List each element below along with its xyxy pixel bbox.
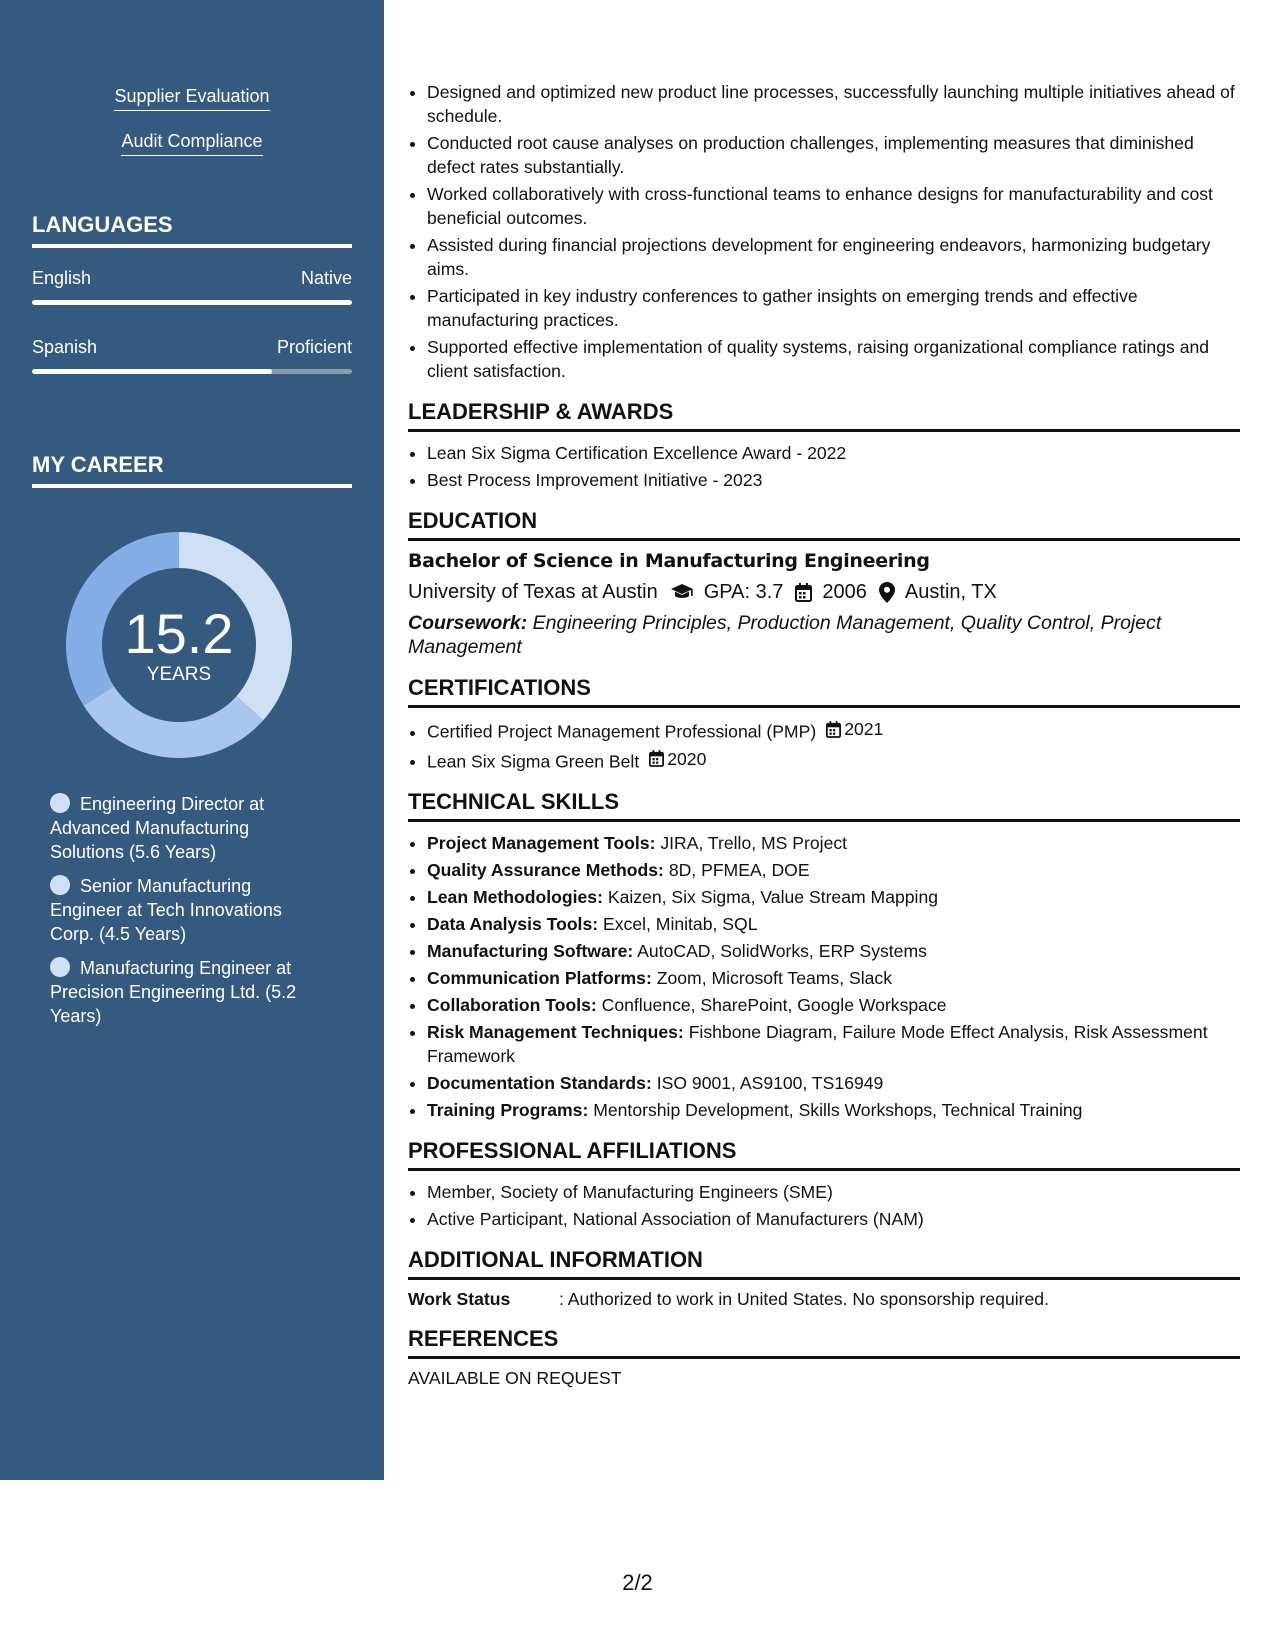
graduation-cap-icon bbox=[670, 583, 694, 601]
leadership-heading: LEADERSHIP & AWARDS bbox=[408, 399, 1240, 432]
certification-name: Lean Six Sigma Green Belt bbox=[427, 751, 640, 771]
skill-label: Lean Methodologies: bbox=[427, 887, 603, 907]
language-name: Spanish bbox=[32, 337, 98, 357]
map-pin-icon bbox=[879, 582, 895, 603]
certification-item bbox=[427, 747, 1240, 774]
skill-item bbox=[427, 1071, 1240, 1095]
skill-item bbox=[427, 1098, 1240, 1122]
career-item bbox=[50, 874, 320, 946]
education-details bbox=[408, 579, 1240, 605]
career-item-text: Manufacturing Engineer at Precision Engineering Ltd. (5.2 Years) bbox=[50, 958, 297, 1026]
skill-tag-supplier-evaluation: Supplier Evaluation bbox=[114, 86, 269, 111]
experience-bullet: • Participated in key industry conferences to gather insights on emerging trends and effective manufacturing practices. bbox=[427, 284, 1240, 332]
language-bar-fill bbox=[32, 300, 352, 305]
career-heading: MY CAREER bbox=[32, 452, 352, 488]
coursework-text: Engineering Principles, Production Management, Quality Control, Project Management bbox=[408, 612, 1162, 658]
work-status-row bbox=[408, 1289, 1240, 1310]
experience-bullet: • Designed and optimized new product line processes, successfully launching multiple initiatives ahead of schedule. bbox=[427, 80, 1240, 128]
certifications-list bbox=[408, 717, 1240, 773]
experience-bullet: • Supported effective implementation of quality systems, raising organizational compliance ratings and client satisfaction. bbox=[427, 335, 1240, 383]
career-dot-icon bbox=[50, 875, 70, 895]
skill-item bbox=[427, 885, 1240, 909]
language-bar-spanish bbox=[32, 369, 352, 374]
career-total-unit: YEARS bbox=[146, 664, 212, 685]
skill-tag-audit-compliance: Audit Compliance bbox=[121, 131, 262, 156]
language-bar-fill bbox=[32, 369, 272, 374]
coursework-label: Coursework: bbox=[408, 612, 528, 634]
leadership-list bbox=[408, 441, 1240, 492]
affiliations-list bbox=[408, 1180, 1240, 1231]
skill-label: Documentation Standards: bbox=[427, 1073, 652, 1093]
award-item: • Best Process Improvement Initiative - 2023 bbox=[427, 468, 1240, 492]
certification-year-text: 2021 bbox=[844, 719, 884, 739]
language-row-english bbox=[32, 268, 352, 289]
award-item: • Lean Six Sigma Certification Excellence Award - 2022 bbox=[427, 441, 1240, 465]
sidebar bbox=[0, 0, 384, 1480]
skill-label: Project Management Tools: bbox=[427, 833, 656, 853]
calendar-icon bbox=[649, 750, 664, 767]
skill-value: JIRA, Trello, MS Project bbox=[660, 833, 848, 853]
language-level: Native bbox=[300, 268, 352, 288]
experience-bullet: • Conducted root cause analyses on production challenges, implementing measures that diminished defect rates substantially. bbox=[427, 131, 1240, 179]
skill-item bbox=[427, 831, 1240, 855]
career-item-text: Senior Manufacturing Engineer at Tech Innovations Corp. (4.5 Years) bbox=[50, 876, 282, 944]
skill-label: Manufacturing Software: bbox=[427, 941, 634, 961]
work-status-label: Work Status bbox=[408, 1289, 511, 1309]
career-list bbox=[50, 792, 320, 1038]
career-item-text: Engineering Director at Advanced Manufacturing Solutions (5.6 Years) bbox=[50, 794, 265, 862]
career-item bbox=[50, 956, 320, 1028]
education-gpa: GPA: 3.7 bbox=[703, 581, 784, 603]
technical-skills-list bbox=[408, 831, 1240, 1122]
experience-bullets bbox=[408, 80, 1240, 383]
certifications-heading: CERTIFICATIONS bbox=[408, 675, 1240, 708]
donut-center bbox=[66, 532, 292, 758]
language-bar-english bbox=[32, 300, 352, 305]
skill-value: Mentorship Development, Skills Workshops, Technical Training bbox=[593, 1100, 1083, 1120]
languages-heading: LANGUAGES bbox=[32, 212, 352, 248]
skill-value: ISO 9001, AS9100, TS16949 bbox=[656, 1073, 884, 1093]
experience-bullet: • Assisted during financial projections development for engineering endeavors, harmonizing budgetary aims. bbox=[427, 233, 1240, 281]
skill-item bbox=[427, 966, 1240, 990]
skill-value: Fishbone Diagram, Failure Mode Effect Analysis, Risk Assessment Framework bbox=[427, 1022, 1208, 1066]
certification-name: Certified Project Management Professional (PMP) bbox=[427, 721, 817, 742]
skill-item bbox=[427, 858, 1240, 882]
skill-label: Data Analysis Tools: bbox=[427, 914, 599, 934]
skill-label: Risk Management Techniques: bbox=[427, 1022, 684, 1042]
skill-label: Collaboration Tools: bbox=[427, 995, 597, 1015]
references-text: AVAILABLE ON REQUEST bbox=[408, 1368, 622, 1388]
certification-year-text: 2020 bbox=[667, 748, 707, 769]
skill-item bbox=[427, 939, 1240, 963]
skill-label: Communication Platforms: bbox=[427, 968, 652, 988]
language-name: English bbox=[32, 268, 92, 288]
language-row-spanish bbox=[32, 337, 352, 358]
education-year: 2006 bbox=[822, 581, 867, 603]
education-heading: EDUCATION bbox=[408, 508, 1240, 541]
calendar-icon bbox=[795, 583, 812, 602]
skill-item bbox=[427, 993, 1240, 1017]
career-donut-chart bbox=[66, 532, 292, 758]
career-dot-icon bbox=[50, 793, 70, 813]
skill-value: Zoom, Microsoft Teams, Slack bbox=[656, 968, 893, 988]
education-coursework bbox=[408, 611, 1240, 659]
skill-value: Confluence, SharePoint, Google Workspace bbox=[601, 995, 947, 1015]
certification-year bbox=[826, 717, 883, 741]
page-number: 2/2 bbox=[622, 1570, 653, 1595]
career-total-years: 15.2 bbox=[124, 602, 234, 665]
education-school: University of Texas at Austin bbox=[408, 581, 658, 603]
skill-value: AutoCAD, SolidWorks, ERP Systems bbox=[637, 941, 927, 961]
affiliations-heading: PROFESSIONAL AFFILIATIONS bbox=[408, 1138, 1240, 1171]
career-item bbox=[50, 792, 320, 864]
work-status-value: : Authorized to work in United States. No sponsorship required. bbox=[559, 1289, 1049, 1309]
certification-year bbox=[649, 747, 706, 771]
technical-skills-heading: TECHNICAL SKILLS bbox=[408, 789, 1240, 822]
affiliation-item: • Member, Society of Manufacturing Engineers (SME) bbox=[427, 1180, 1240, 1204]
additional-info-heading: ADDITIONAL INFORMATION bbox=[408, 1247, 1240, 1280]
career-dot-icon bbox=[50, 957, 70, 977]
language-level: Proficient bbox=[276, 337, 352, 357]
certification-item bbox=[427, 717, 1240, 744]
affiliation-item: • Active Participant, National Association of Manufacturers (NAM) bbox=[427, 1207, 1240, 1231]
skill-label: Training Programs: bbox=[427, 1100, 589, 1120]
references-heading: REFERENCES bbox=[408, 1326, 1240, 1359]
skill-item bbox=[427, 912, 1240, 936]
education-location: Austin, TX bbox=[904, 581, 997, 603]
education-degree: Bachelor of Science in Manufacturing Engineering bbox=[408, 550, 930, 572]
calendar-icon bbox=[826, 721, 841, 738]
experience-bullet: • Worked collaboratively with cross-functional teams to enhance designs for manufacturability and cost beneficial outcomes. bbox=[427, 182, 1240, 230]
skill-item bbox=[427, 1020, 1240, 1068]
skill-value: Kaizen, Six Sigma, Value Stream Mapping bbox=[607, 887, 939, 907]
skill-value: 8D, PFMEA, DOE bbox=[668, 860, 810, 880]
skill-value: Excel, Minitab, SQL bbox=[602, 914, 758, 934]
skill-label: Quality Assurance Methods: bbox=[427, 860, 664, 880]
main-content bbox=[408, 80, 1240, 1389]
